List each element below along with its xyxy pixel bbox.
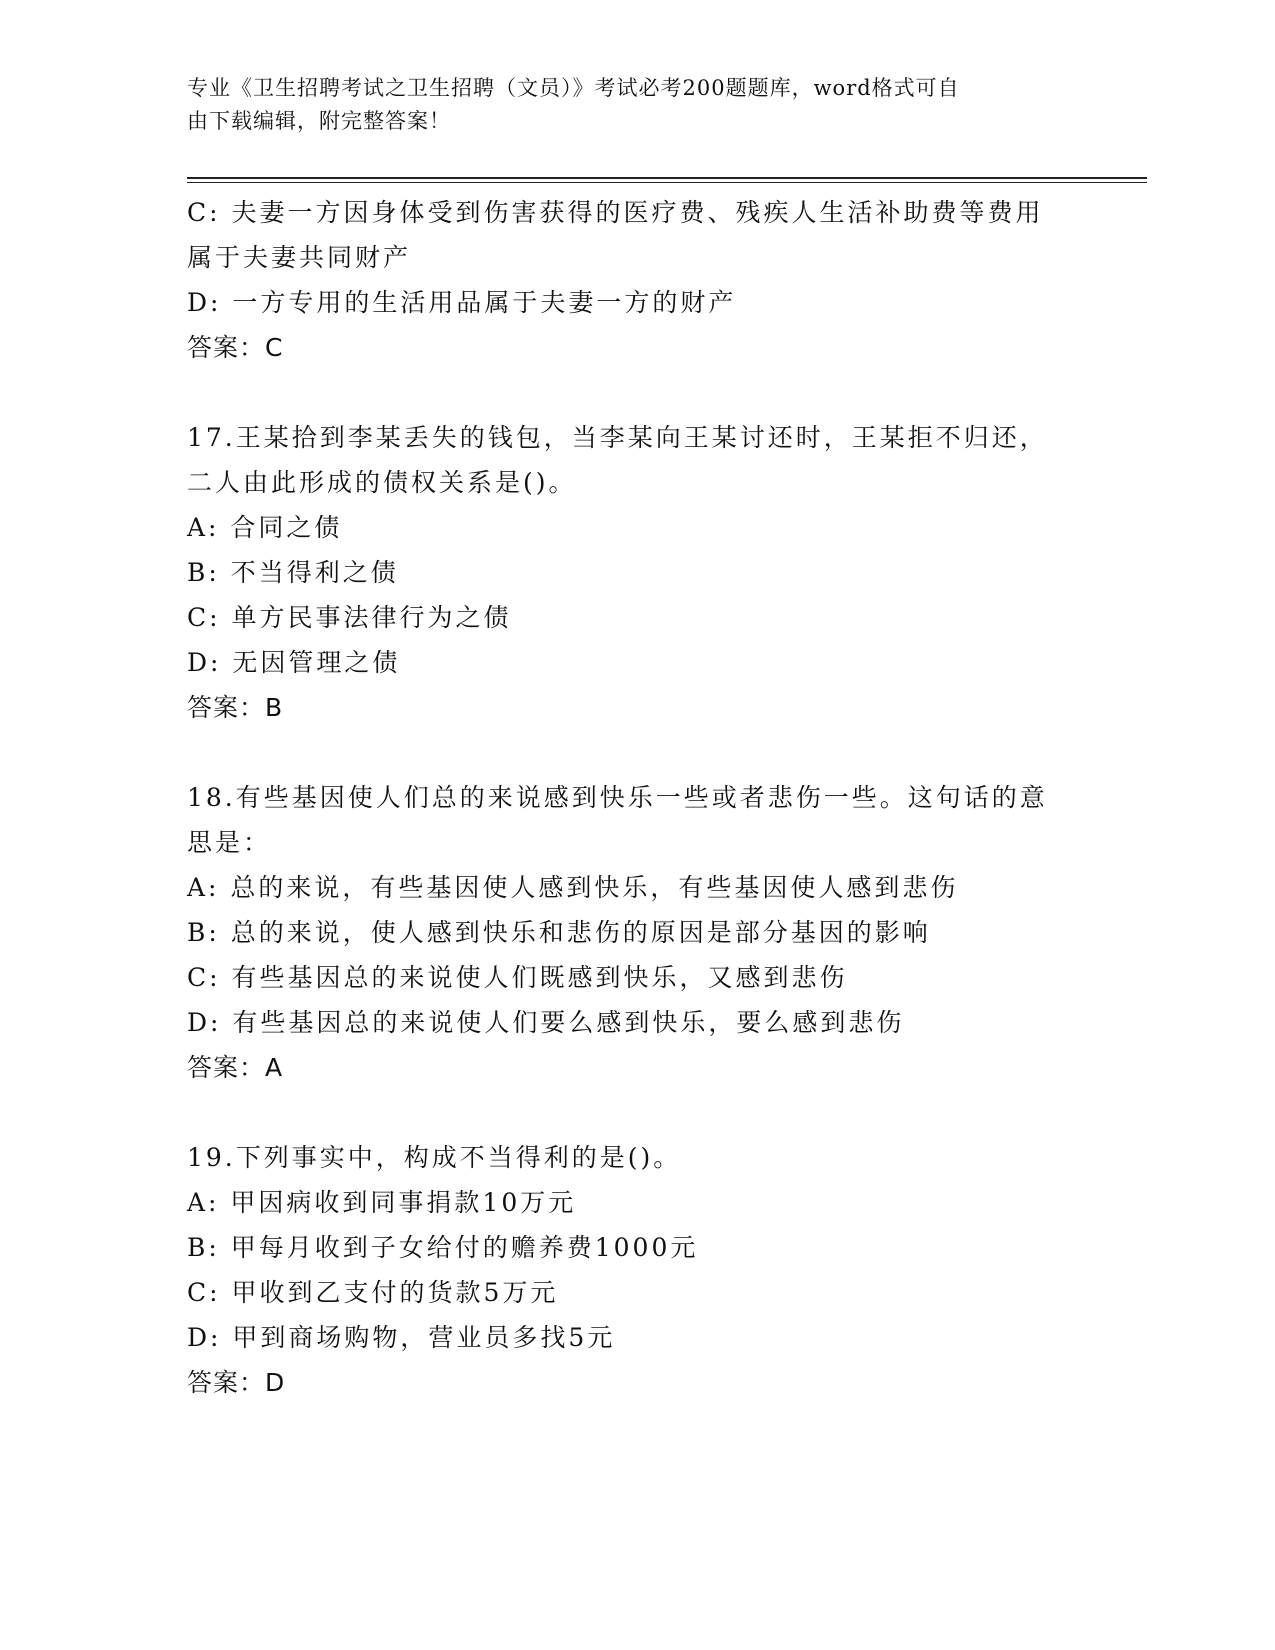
answer-line: 答案：A [187,1053,284,1082]
option-c-continued: 属于夫妻共同财产 [187,243,412,272]
option-b: B: 不当得利之债 [187,558,399,587]
option-b: B: 甲每月收到子女给付的赡养费1000元 [187,1233,699,1262]
option-a: A: 合同之债 [187,513,343,542]
option-c: C: 夫妻一方因身体受到伤害获得的医疗费、残疾人生活补助费等费用 [187,198,1044,227]
question-stem: 19.下列事实中，构成不当得利的是()。 [187,1143,682,1172]
question-18 [187,775,1107,1090]
header-line-2: 由下载编辑，附完整答案！ [187,109,451,133]
option-d: D: 一方专用的生活用品属于夫妻一方的财产 [187,288,737,317]
option-c: C: 甲收到乙支付的货款5万元 [187,1278,559,1307]
previous-question-tail [187,190,1107,370]
answer-line: 答案：D [187,1368,286,1397]
document-header [187,72,1087,138]
option-b: B: 总的来说，使人感到快乐和悲伤的原因是部分基因的影响 [187,918,931,947]
header-rule-thick [187,177,1147,179]
option-c: C: 有些基因总的来说使人们既感到快乐，又感到悲伤 [187,963,848,992]
option-d: D: 有些基因总的来说使人们要么感到快乐，要么感到悲伤 [187,1008,905,1037]
option-c: C: 单方民事法律行为之债 [187,603,512,632]
answer-line: 答案：C [187,333,284,362]
option-a: A: 甲因病收到同事捐款10万元 [187,1188,577,1217]
question-stem-continued: 二人由此形成的债权关系是()。 [187,468,577,497]
header-line-1: 专业《卫生招聘考试之卫生招聘（文员）》考试必考200题题库，word格式可自 [187,76,960,100]
option-d: D: 无因管理之债 [187,648,401,677]
question-19 [187,1135,1107,1405]
question-stem: 17.王某拾到李某丢失的钱包，当李某向王某讨还时，王某拒不归还， [187,423,1048,452]
question-content [187,190,1107,1405]
option-d: D: 甲到商场购物，营业员多找5元 [187,1323,616,1352]
header-rule-thin [187,182,1147,183]
answer-line: 答案：B [187,693,284,722]
question-stem: 18.有些基因使人们总的来说感到快乐一些或者悲伤一些。这句话的意 [187,783,1048,812]
question-stem-continued: 思是： [187,828,272,857]
question-17 [187,415,1107,730]
option-a: A: 总的来说，有些基因使人感到快乐，有些基因使人感到悲伤 [187,873,959,902]
